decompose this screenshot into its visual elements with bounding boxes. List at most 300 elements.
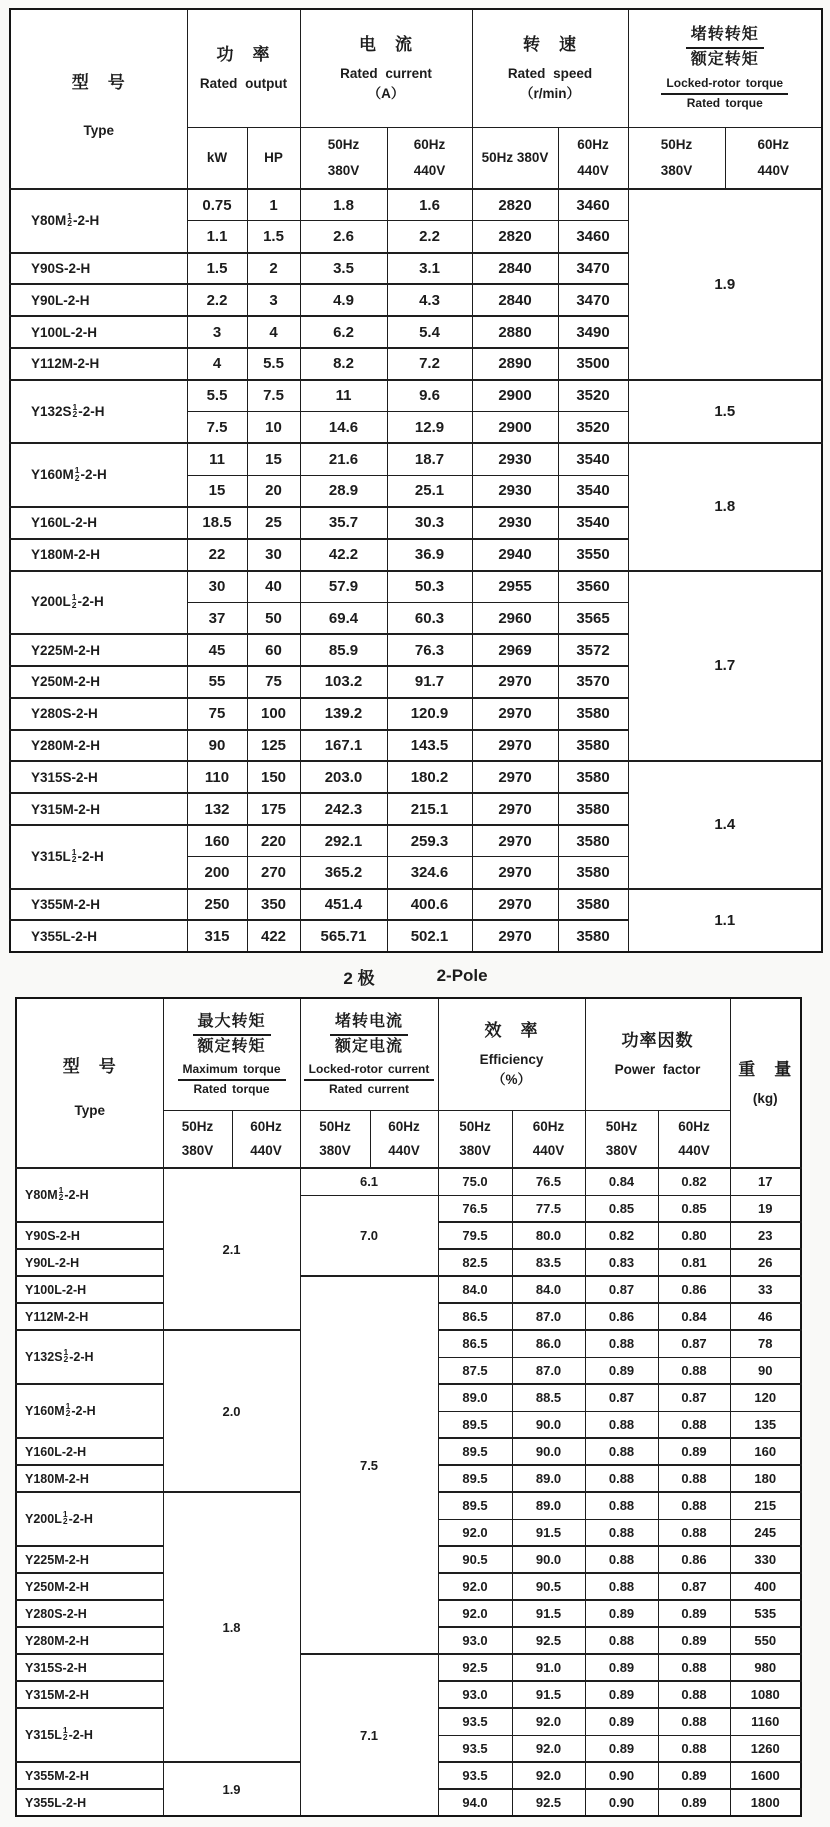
speed-50hz-value: 2960 bbox=[472, 602, 558, 634]
torque-ratio-header-en-numerator: Locked-rotor torque bbox=[661, 75, 788, 95]
kw-value: 160 bbox=[187, 825, 247, 857]
weight-value: 1160 bbox=[730, 1708, 801, 1735]
weight-value: 535 bbox=[730, 1600, 801, 1627]
power-factor-60hz-value: 0.87 bbox=[658, 1330, 730, 1357]
power-factor-60hz-value: 0.88 bbox=[658, 1654, 730, 1681]
current-60hz-value: 36.9 bbox=[387, 539, 472, 571]
speed-60hz-value: 3580 bbox=[558, 698, 628, 730]
kw-value: 1.5 bbox=[187, 253, 247, 285]
speed-50hz-value: 2840 bbox=[472, 284, 558, 316]
type-header-en: Type bbox=[74, 1103, 105, 1119]
weight-value: 135 bbox=[730, 1411, 801, 1438]
weight-header bbox=[730, 998, 801, 1168]
power-factor-50hz-value: 0.89 bbox=[585, 1708, 658, 1735]
hp-value: 150 bbox=[247, 761, 300, 793]
current-60hz-value: 91.7 bbox=[387, 666, 472, 698]
current-50hz-value: 28.9 bbox=[300, 475, 387, 507]
max-torque-ratio-header bbox=[163, 998, 300, 1110]
power-factor-header-en: Power factor bbox=[614, 1061, 701, 1077]
locked-rotor-torque-ratio-header bbox=[628, 9, 822, 127]
speed-60hz-value: 3490 bbox=[558, 316, 628, 348]
hp-value: 7.5 bbox=[247, 380, 300, 412]
current-60hz-value: 25.1 bbox=[387, 475, 472, 507]
hp-value: 4 bbox=[247, 316, 300, 348]
model-cell: Y355L-2-H bbox=[10, 920, 187, 952]
speed-50hz-value: 2930 bbox=[472, 475, 558, 507]
efficiency-50hz-value: 93.5 bbox=[438, 1735, 512, 1762]
locked-rotor-torque-ratio-value: 1.9 bbox=[628, 189, 822, 380]
efficiency-60hz-value: 90.0 bbox=[512, 1546, 585, 1573]
efficiency-60hz-value: 92.5 bbox=[512, 1789, 585, 1816]
model-cell: Y280M-2-H bbox=[16, 1627, 163, 1654]
model-cell: Y225M-2-H bbox=[10, 634, 187, 666]
power-factor-50hz-value: 0.88 bbox=[585, 1330, 658, 1357]
efficiency-50hz-value: 92.5 bbox=[438, 1654, 512, 1681]
hp-value: 220 bbox=[247, 825, 300, 857]
max-torque-60hz-column-header: 60Hz 440V bbox=[232, 1110, 300, 1168]
max-torque-header-en-numerator: Maximum torque bbox=[178, 1061, 286, 1081]
weight-value: 26 bbox=[730, 1249, 801, 1276]
model-cell: Y355M-2-H bbox=[10, 889, 187, 921]
current-50hz-value: 167.1 bbox=[300, 730, 387, 762]
kw-value: 55 bbox=[187, 666, 247, 698]
efficiency-50hz-value: 93.0 bbox=[438, 1681, 512, 1708]
current-50hz-value: 8.2 bbox=[300, 348, 387, 380]
speed-60hz-value: 3460 bbox=[558, 221, 628, 253]
current-60hz-value: 2.2 bbox=[387, 221, 472, 253]
table-row bbox=[16, 1168, 801, 1195]
current-50hz-value: 103.2 bbox=[300, 666, 387, 698]
current-60hz-value: 50.3 bbox=[387, 571, 472, 603]
power-factor-header bbox=[585, 998, 730, 1110]
speed-50hz-value: 2930 bbox=[472, 443, 558, 475]
power-factor-header-zh: 功率因数 bbox=[621, 1030, 694, 1050]
type-header bbox=[16, 998, 163, 1168]
efficiency-60hz-value: 84.0 bbox=[512, 1276, 585, 1303]
rated-current-header-zh: 电 流 bbox=[359, 34, 413, 54]
efficiency-60hz-value: 90.0 bbox=[512, 1438, 585, 1465]
current-50hz-value: 57.9 bbox=[300, 571, 387, 603]
locked-rotor-current-ratio-value: 6.1 bbox=[300, 1168, 438, 1195]
power-factor-60hz-value: 0.88 bbox=[658, 1357, 730, 1384]
efficiency-50hz-value: 89.5 bbox=[438, 1492, 512, 1519]
current-60hz-value: 215.1 bbox=[387, 793, 472, 825]
header-row-groups bbox=[16, 998, 801, 1110]
type-header-en: Type bbox=[83, 123, 114, 138]
model-cell: Y160L-2-H bbox=[16, 1438, 163, 1465]
power-factor-60hz-value: 0.89 bbox=[658, 1627, 730, 1654]
efficiency-60hz-value: 91.0 bbox=[512, 1654, 585, 1681]
efficiency-60hz-value: 86.0 bbox=[512, 1330, 585, 1357]
kw-value: 1.1 bbox=[187, 221, 247, 253]
power-factor-50hz-value: 0.88 bbox=[585, 1519, 658, 1546]
locked-current-header-en-denominator: Rated current bbox=[329, 1081, 410, 1096]
kw-value: 0.75 bbox=[187, 189, 247, 221]
power-factor-50hz-value: 0.83 bbox=[585, 1249, 658, 1276]
kw-value: 2.2 bbox=[187, 284, 247, 316]
hp-value: 270 bbox=[247, 857, 300, 889]
efficiency-50hz-value: 75.0 bbox=[438, 1168, 512, 1195]
efficiency-50hz-value: 93.5 bbox=[438, 1762, 512, 1789]
power-factor-50hz-value: 0.88 bbox=[585, 1465, 658, 1492]
rated-output-header-en: Rated output bbox=[199, 75, 288, 91]
current-60hz-value: 400.6 bbox=[387, 889, 472, 921]
current-50hz-value: 1.8 bbox=[300, 189, 387, 221]
speed-50hz-value: 2930 bbox=[472, 507, 558, 539]
weight-value: 160 bbox=[730, 1438, 801, 1465]
max-torque-ratio-value: 1.9 bbox=[163, 1762, 300, 1816]
current-60hz-value: 1.6 bbox=[387, 189, 472, 221]
efficiency-50hz-value: 94.0 bbox=[438, 1789, 512, 1816]
table-row bbox=[10, 380, 822, 412]
efficiency-50hz-value: 86.5 bbox=[438, 1303, 512, 1330]
torque-ratio-header-zh-denominator: 额定转矩 bbox=[690, 51, 759, 69]
weight-value: 120 bbox=[730, 1384, 801, 1411]
current-50hz-value: 42.2 bbox=[300, 539, 387, 571]
speed-60hz-value: 3572 bbox=[558, 634, 628, 666]
current-50hz-value: 85.9 bbox=[300, 634, 387, 666]
efficiency-50hz-value: 92.0 bbox=[438, 1519, 512, 1546]
torque-ratio-header-zh-numerator: 堵转转矩 bbox=[686, 24, 764, 49]
hp-value: 50 bbox=[247, 602, 300, 634]
type-header bbox=[10, 9, 187, 189]
power-factor-60hz-value: 0.88 bbox=[658, 1519, 730, 1546]
efficiency-60hz-value: 76.5 bbox=[512, 1168, 585, 1195]
hp-value: 350 bbox=[247, 889, 300, 921]
torque-50hz-column-header: 50Hz 380V bbox=[628, 127, 725, 189]
rated-output-header bbox=[187, 9, 300, 127]
efficiency-50hz-value: 92.0 bbox=[438, 1573, 512, 1600]
speed-60hz-value: 3580 bbox=[558, 730, 628, 762]
speed-50hz-value: 2820 bbox=[472, 221, 558, 253]
locked-rotor-torque-ratio-value: 1.1 bbox=[628, 889, 822, 953]
speed-50hz-column-header: 50Hz 380V bbox=[472, 127, 558, 189]
kw-value: 4 bbox=[187, 348, 247, 380]
locked-rotor-current-ratio-value: 7.1 bbox=[300, 1654, 438, 1816]
locked-current-50hz-column-header: 50Hz 380V bbox=[300, 1110, 370, 1168]
hp-value: 422 bbox=[247, 920, 300, 952]
current-50hz-value: 242.3 bbox=[300, 793, 387, 825]
model-cell: Y80M 1 2 -2-H bbox=[16, 1168, 163, 1222]
efficiency-60hz-value: 90.5 bbox=[512, 1573, 585, 1600]
model-cell: Y315M-2-H bbox=[16, 1681, 163, 1708]
model-cell: Y180M-2-H bbox=[10, 539, 187, 571]
rated-current-unit: （A） bbox=[367, 85, 405, 101]
weight-value: 1600 bbox=[730, 1762, 801, 1789]
rated-current-header bbox=[300, 9, 472, 127]
weight-value: 330 bbox=[730, 1546, 801, 1573]
rated-speed-header-zh: 转 速 bbox=[523, 34, 577, 54]
power-factor-50hz-column-header: 50Hz 380V bbox=[585, 1110, 658, 1168]
power-factor-50hz-value: 0.90 bbox=[585, 1762, 658, 1789]
model-cell: Y90L-2-H bbox=[10, 284, 187, 316]
rated-output-header-zh: 功 率 bbox=[216, 44, 271, 64]
current-60hz-value: 143.5 bbox=[387, 730, 472, 762]
current-50hz-value: 69.4 bbox=[300, 602, 387, 634]
kw-value: 45 bbox=[187, 634, 247, 666]
kw-value: 11 bbox=[187, 443, 247, 475]
efficiency-60hz-value: 91.5 bbox=[512, 1519, 585, 1546]
model-cell: Y250M-2-H bbox=[16, 1573, 163, 1600]
current-50hz-value: 2.6 bbox=[300, 221, 387, 253]
locked-rotor-torque-ratio-value: 1.4 bbox=[628, 761, 822, 888]
hp-value: 25 bbox=[247, 507, 300, 539]
power-factor-50hz-value: 0.85 bbox=[585, 1195, 658, 1222]
power-factor-50hz-value: 0.89 bbox=[585, 1357, 658, 1384]
hp-value: 40 bbox=[247, 571, 300, 603]
efficiency-50hz-value: 90.5 bbox=[438, 1546, 512, 1573]
type-header-zh: 型 号 bbox=[62, 1057, 117, 1077]
max-torque-ratio-value: 1.8 bbox=[163, 1492, 300, 1762]
table-row bbox=[10, 571, 822, 603]
speed-50hz-value: 2970 bbox=[472, 793, 558, 825]
rated-current-header-en: Rated current bbox=[340, 65, 432, 81]
efficiency-50hz-value: 89.5 bbox=[438, 1438, 512, 1465]
current-60hz-value: 259.3 bbox=[387, 825, 472, 857]
current-60hz-value: 3.1 bbox=[387, 253, 472, 285]
efficiency-50hz-column-header: 50Hz 380V bbox=[438, 1110, 512, 1168]
current-60hz-value: 76.3 bbox=[387, 634, 472, 666]
efficiency-50hz-value: 82.5 bbox=[438, 1249, 512, 1276]
efficiency-60hz-value: 92.0 bbox=[512, 1735, 585, 1762]
efficiency-60hz-value: 89.0 bbox=[512, 1465, 585, 1492]
speed-60hz-value: 3520 bbox=[558, 412, 628, 444]
power-factor-50hz-value: 0.90 bbox=[585, 1789, 658, 1816]
current-50hz-value: 203.0 bbox=[300, 761, 387, 793]
power-factor-60hz-value: 0.88 bbox=[658, 1735, 730, 1762]
power-factor-50hz-value: 0.87 bbox=[585, 1276, 658, 1303]
weight-unit: (kg) bbox=[752, 1090, 778, 1106]
current-50hz-value: 139.2 bbox=[300, 698, 387, 730]
weight-value: 215 bbox=[730, 1492, 801, 1519]
current-50hz-value: 4.9 bbox=[300, 284, 387, 316]
efficiency-50hz-value: 79.5 bbox=[438, 1222, 512, 1249]
current-50hz-value: 365.2 bbox=[300, 857, 387, 889]
kw-column-header: kW bbox=[187, 127, 247, 189]
kw-value: 200 bbox=[187, 857, 247, 889]
current-60hz-value: 12.9 bbox=[387, 412, 472, 444]
speed-60hz-value: 3540 bbox=[558, 475, 628, 507]
kw-value: 15 bbox=[187, 475, 247, 507]
max-torque-50hz-column-header: 50Hz 380V bbox=[163, 1110, 232, 1168]
model-cell: Y200L 1 2 -2-H bbox=[16, 1492, 163, 1546]
power-factor-50hz-value: 0.89 bbox=[585, 1681, 658, 1708]
table-row bbox=[16, 1654, 801, 1681]
speed-60hz-value: 3500 bbox=[558, 348, 628, 380]
speed-50hz-value: 2970 bbox=[472, 698, 558, 730]
speed-60hz-value: 3580 bbox=[558, 825, 628, 857]
efficiency-50hz-value: 86.5 bbox=[438, 1330, 512, 1357]
locked-rotor-current-ratio-header bbox=[300, 998, 438, 1110]
weight-value: 1800 bbox=[730, 1789, 801, 1816]
speed-50hz-value: 2970 bbox=[472, 666, 558, 698]
model-cell: Y160M 1 2 -2-H bbox=[16, 1384, 163, 1438]
current-60hz-value: 18.7 bbox=[387, 443, 472, 475]
power-factor-60hz-value: 0.89 bbox=[658, 1789, 730, 1816]
weight-value: 46 bbox=[730, 1303, 801, 1330]
model-cell: Y315S-2-H bbox=[16, 1654, 163, 1681]
speed-60hz-value: 3550 bbox=[558, 539, 628, 571]
kw-value: 315 bbox=[187, 920, 247, 952]
power-factor-50hz-value: 0.87 bbox=[585, 1384, 658, 1411]
efficiency-50hz-value: 89.0 bbox=[438, 1384, 512, 1411]
model-cell: Y100L-2-H bbox=[16, 1276, 163, 1303]
locked-current-60hz-column-header: 60Hz 440V bbox=[370, 1110, 438, 1168]
speed-60hz-value: 3560 bbox=[558, 571, 628, 603]
motor-performance-table bbox=[15, 997, 802, 1817]
table-row bbox=[16, 1276, 801, 1303]
weight-value: 23 bbox=[730, 1222, 801, 1249]
efficiency-50hz-value: 89.5 bbox=[438, 1411, 512, 1438]
kw-value: 22 bbox=[187, 539, 247, 571]
max-torque-ratio-value: 2.0 bbox=[163, 1330, 300, 1492]
power-factor-50hz-value: 0.89 bbox=[585, 1600, 658, 1627]
efficiency-50hz-value: 87.5 bbox=[438, 1357, 512, 1384]
power-factor-60hz-value: 0.89 bbox=[658, 1600, 730, 1627]
efficiency-header bbox=[438, 998, 585, 1110]
hp-value: 10 bbox=[247, 412, 300, 444]
locked-current-header-zh-denominator: 额定电流 bbox=[335, 1037, 404, 1055]
efficiency-60hz-value: 87.0 bbox=[512, 1357, 585, 1384]
efficiency-50hz-value: 84.0 bbox=[438, 1276, 512, 1303]
efficiency-50hz-value: 89.5 bbox=[438, 1465, 512, 1492]
table-row bbox=[10, 443, 822, 475]
efficiency-60hz-value: 92.5 bbox=[512, 1627, 585, 1654]
current-60hz-column-header: 60Hz 440V bbox=[387, 127, 472, 189]
current-60hz-value: 9.6 bbox=[387, 380, 472, 412]
model-cell: Y280M-2-H bbox=[10, 730, 187, 762]
weight-header-zh: 重 量 bbox=[738, 1059, 793, 1079]
speed-60hz-value: 3580 bbox=[558, 793, 628, 825]
efficiency-header-en: Efficiency bbox=[479, 1051, 544, 1067]
efficiency-60hz-value: 92.0 bbox=[512, 1762, 585, 1789]
power-factor-50hz-value: 0.88 bbox=[585, 1438, 658, 1465]
model-cell: Y132S 1 2 -2-H bbox=[10, 380, 187, 444]
efficiency-60hz-value: 77.5 bbox=[512, 1195, 585, 1222]
hp-value: 1 bbox=[247, 189, 300, 221]
power-factor-60hz-value: 0.84 bbox=[658, 1303, 730, 1330]
speed-60hz-value: 3580 bbox=[558, 761, 628, 793]
speed-50hz-value: 2820 bbox=[472, 189, 558, 221]
table-row bbox=[10, 889, 822, 921]
current-50hz-value: 565.71 bbox=[300, 920, 387, 952]
model-cell: Y315L 1 2 -2-H bbox=[10, 825, 187, 889]
locked-rotor-torque-ratio-value: 1.7 bbox=[628, 571, 822, 762]
power-factor-50hz-value: 0.88 bbox=[585, 1492, 658, 1519]
rated-speed-unit: （r/min） bbox=[519, 85, 580, 101]
model-cell: Y100L-2-H bbox=[10, 316, 187, 348]
hp-column-header: HP bbox=[247, 127, 300, 189]
kw-value: 132 bbox=[187, 793, 247, 825]
model-cell: Y250M-2-H bbox=[10, 666, 187, 698]
hp-value: 125 bbox=[247, 730, 300, 762]
current-60hz-value: 502.1 bbox=[387, 920, 472, 952]
speed-60hz-value: 3460 bbox=[558, 189, 628, 221]
model-cell: Y80M 1 2 -2-H bbox=[10, 189, 187, 253]
kw-value: 30 bbox=[187, 571, 247, 603]
weight-value: 1260 bbox=[730, 1735, 801, 1762]
weight-value: 980 bbox=[730, 1654, 801, 1681]
model-cell: Y112M-2-H bbox=[10, 348, 187, 380]
current-50hz-value: 6.2 bbox=[300, 316, 387, 348]
hp-value: 1.5 bbox=[247, 221, 300, 253]
speed-60hz-value: 3470 bbox=[558, 253, 628, 285]
weight-value: 33 bbox=[730, 1276, 801, 1303]
speed-60hz-value: 3540 bbox=[558, 507, 628, 539]
speed-50hz-value: 2955 bbox=[472, 571, 558, 603]
current-50hz-value: 35.7 bbox=[300, 507, 387, 539]
current-50hz-value: 451.4 bbox=[300, 889, 387, 921]
current-60hz-value: 60.3 bbox=[387, 602, 472, 634]
model-cell: Y160L-2-H bbox=[10, 507, 187, 539]
power-factor-60hz-value: 0.86 bbox=[658, 1276, 730, 1303]
power-factor-50hz-value: 0.89 bbox=[585, 1735, 658, 1762]
weight-value: 180 bbox=[730, 1465, 801, 1492]
locked-rotor-torque-ratio-value: 1.5 bbox=[628, 380, 822, 444]
weight-value: 245 bbox=[730, 1519, 801, 1546]
current-50hz-column-header: 50Hz 380V bbox=[300, 127, 387, 189]
power-factor-60hz-column-header: 60Hz 440V bbox=[658, 1110, 730, 1168]
efficiency-60hz-value: 90.0 bbox=[512, 1411, 585, 1438]
efficiency-unit: （%） bbox=[492, 1071, 532, 1087]
efficiency-50hz-value: 76.5 bbox=[438, 1195, 512, 1222]
kw-value: 90 bbox=[187, 730, 247, 762]
speed-60hz-column-header: 60Hz 440V bbox=[558, 127, 628, 189]
rated-speed-header-en: Rated speed bbox=[507, 65, 593, 81]
efficiency-60hz-value: 80.0 bbox=[512, 1222, 585, 1249]
locked-current-header-en-numerator: Locked-rotor current bbox=[304, 1061, 435, 1081]
speed-50hz-value: 2900 bbox=[472, 412, 558, 444]
current-60hz-value: 7.2 bbox=[387, 348, 472, 380]
model-cell: Y280S-2-H bbox=[16, 1600, 163, 1627]
efficiency-60hz-value: 89.0 bbox=[512, 1492, 585, 1519]
speed-50hz-value: 2970 bbox=[472, 825, 558, 857]
power-factor-60hz-value: 0.87 bbox=[658, 1573, 730, 1600]
hp-value: 15 bbox=[247, 443, 300, 475]
power-factor-60hz-value: 0.87 bbox=[658, 1384, 730, 1411]
power-factor-60hz-value: 0.88 bbox=[658, 1411, 730, 1438]
model-cell: Y315S-2-H bbox=[10, 761, 187, 793]
power-factor-50hz-value: 0.88 bbox=[585, 1411, 658, 1438]
locked-rotor-torque-ratio-value: 1.8 bbox=[628, 443, 822, 570]
model-cell: Y160M 1 2 -2-H bbox=[10, 443, 187, 507]
locked-rotor-current-ratio-value: 7.0 bbox=[300, 1195, 438, 1276]
power-factor-60hz-value: 0.88 bbox=[658, 1708, 730, 1735]
max-torque-header-zh-denominator: 额定转矩 bbox=[197, 1037, 266, 1055]
weight-value: 90 bbox=[730, 1357, 801, 1384]
power-factor-60hz-value: 0.89 bbox=[658, 1438, 730, 1465]
efficiency-60hz-value: 83.5 bbox=[512, 1249, 585, 1276]
speed-50hz-value: 2970 bbox=[472, 889, 558, 921]
pole-caption-zh: 2 极 bbox=[343, 968, 375, 988]
hp-value: 20 bbox=[247, 475, 300, 507]
hp-value: 2 bbox=[247, 253, 300, 285]
power-factor-50hz-value: 0.88 bbox=[585, 1573, 658, 1600]
speed-50hz-value: 2840 bbox=[472, 253, 558, 285]
weight-value: 17 bbox=[730, 1168, 801, 1195]
power-factor-60hz-value: 0.88 bbox=[658, 1492, 730, 1519]
current-50hz-value: 14.6 bbox=[300, 412, 387, 444]
power-factor-60hz-value: 0.88 bbox=[658, 1465, 730, 1492]
efficiency-60hz-value: 91.5 bbox=[512, 1600, 585, 1627]
model-cell: Y112M-2-H bbox=[16, 1303, 163, 1330]
model-cell: Y90S-2-H bbox=[10, 253, 187, 285]
model-cell: Y180M-2-H bbox=[16, 1465, 163, 1492]
pole-caption bbox=[9, 964, 822, 988]
kw-value: 75 bbox=[187, 698, 247, 730]
speed-50hz-value: 2970 bbox=[472, 730, 558, 762]
speed-50hz-value: 2940 bbox=[472, 539, 558, 571]
